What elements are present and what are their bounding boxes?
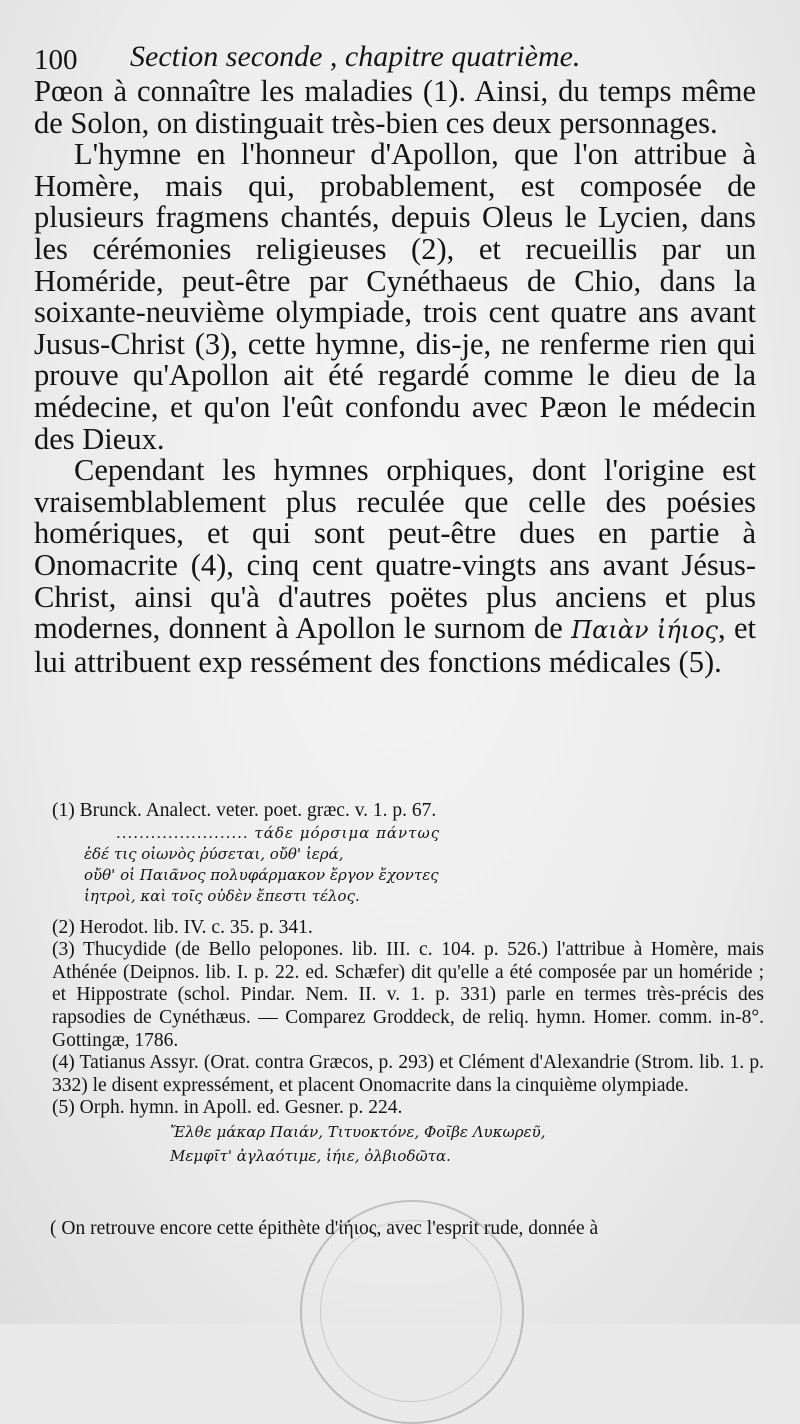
main-text [34, 76, 756, 678]
greek-epithet: Παιὰν ἰήιος [571, 616, 718, 645]
paragraph-2: L'hymne en l'honneur d'Apollon, que l'on attribue à Homère, mais qui, probablement, est composée de plusieurs fragmens chantés, depuis Oleus le Lycien, dans les cérémonies religieuses (2), et recueillis par un Homéride, peut-être par Cynéthaeus de Chio, dans la soixante-neuvième olympiade, trois cent quatre ans avant Jusus-Christ (3), cette hymne, dis-je, ne renferme rien qui prouve qu'Apollon ait été regardé comme le dieu de la médecine, et qu'on l'eût confondu avec Pæon le médecin des Dieux. [34, 137, 756, 456]
paragraph-3-text-b: , et lui attribuent exp ressément des fonctions médicales (5). [34, 611, 757, 679]
footnotes [52, 800, 764, 1168]
footnote-5-verse-1: Ἔλθε μάκαρ Παιάν, Τιτυοκτόνε, Φοῖβε Λυκωρεῦ, [170, 1122, 546, 1141]
footnote-5-verse-2: Μεμφῖτ' ἀγλαότιμε, ἰήιε, ὀλβιοδῶτα. [170, 1146, 451, 1165]
page-number: 100 [34, 44, 78, 76]
footnote-5: (5) Orph. hymn. in Apoll. ed. Gesner. p. 224. [52, 1097, 403, 1119]
paragraph-3-text-a: Cependant les hymnes orphiques, dont l'origine est vraisemblablement plus reculée que celle des poésies homériques, et qui sont peut-être dues en partie à Onomacrite (4), cinq cent quatre-vingts ans avant Jésus-Christ, ainsi qu'à d'autres poëtes plus anciens et plus modernes, donnent à Apollon le surnom de [34, 453, 756, 646]
footnote-1-verse-4: ἰητροὶ, καὶ τοῖς οὐδὲν ἔπεστι τέλος. [84, 886, 360, 905]
footnote-3: (3) Thucydide (de Bello pelopones. lib. III. c. 104. p. 526.) l'attribue à Homère, mais Athénée (Deipnos. lib. I. p. 22. ed. Schæfer) dit qu'elle a été composée par un homéride ; et Hippostrate (schol. Pindar. Nem. II. v. 1. p. 331) parle en termes très-précis des rapsodies de Cynéthæus. — Comparez Groddeck, de reliq. hymn. Homer. comm. in-8°. Gottingæ, 1786. [52, 939, 764, 1051]
footnote-continuation: ( On retrouve encore cette épithète d'ἰήιος, avec l'esprit rude, donnée à [50, 1218, 599, 1239]
library-stamp-inner-ring [320, 1220, 502, 1402]
footnote-1: (1) Brunck. Analect. veter. poet. græc. v. 1. p. 67. [52, 800, 437, 821]
paragraph-1: Pœon à connaître les maladies (1). Ainsi, du temps même de Solon, on distinguait très-bien ces deux personnages. [34, 74, 756, 140]
footnote-4: (4) Tatianus Assyr. (Orat. contra Græcos, p. 293) et Clément d'Alexandrie (Strom. lib. 1. p. 332) le disent expressément, et placent Onomacrite dans la cinquième olympiade. [52, 1052, 764, 1096]
footnote-1-verse-2: ἐδέ τις οἰωνὸς ῥύσεται, οὔθ' ἱερά, [84, 844, 344, 863]
paragraph-3 [34, 455, 756, 678]
page-header [30, 38, 770, 78]
footnote-2: (2) Herodot. lib. IV. c. 35. p. 341. [52, 916, 313, 938]
running-title: Section seconde , chapitre quatrième. [130, 40, 581, 73]
footnote-1-verse-3: οὔθ' οἱ Παιᾶνος πολυφάρμακον ἔργον ἔχοντες [84, 865, 439, 884]
footnote-1-verse-1: ....................... τάδε μόρσιμα πάντως [116, 823, 441, 842]
